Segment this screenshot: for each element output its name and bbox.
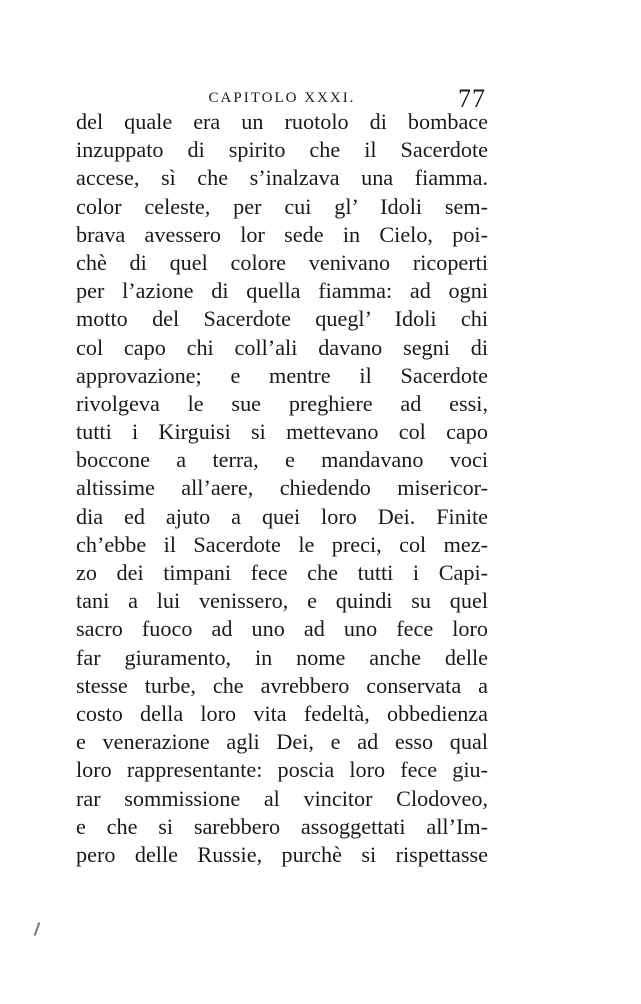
text-line: stesse turbe, che avrebbero conservata a — [76, 672, 488, 698]
text-line: sacro fuoco ad uno ad uno fece loro — [76, 616, 488, 642]
text-line: tani a lui venissero, e quindi su quel — [76, 588, 488, 614]
text-line: color celeste, per cui gl’ Idoli sem- — [76, 193, 488, 219]
text-line: del quale era un ruotolo di bombace — [76, 109, 488, 134]
text-line: rivolgeva le sue preghiere ad essi, — [76, 390, 488, 416]
text-line: costo della loro vita fedeltà, obbedienza — [76, 700, 488, 726]
text-line: pero delle Russie, purchè si rispettasse — [76, 841, 488, 867]
chapter-title: CAPITOLO XXXI. — [208, 90, 356, 106]
body-text — [76, 108, 488, 869]
text-line: rar sommissione al vincitor Clodoveo, — [76, 785, 488, 811]
text-line: approvazione; e mentre il Sacerdote — [76, 362, 488, 388]
stray-ink-mark — [34, 922, 41, 936]
text-line: accese, sì che s’inalzava una fiamma. — [76, 165, 488, 191]
text-line: ch’ebbe il Sacerdote le preci, col mez- — [76, 531, 488, 557]
text-line: motto del Sacerdote quegl’ Idoli chi — [76, 306, 488, 332]
text-line: inzuppato di spirito che il Sacerdote — [76, 137, 488, 163]
text-line: per l’azione di quella fiamma: ad ogni — [76, 278, 488, 304]
text-line: chè di quel colore venivano ricoperti — [76, 249, 488, 275]
text-line: e che si sarebbero assoggettati all’Im- — [76, 813, 488, 839]
text-line: e venerazione agli Dei, e ad esso qual — [76, 729, 488, 755]
text-line: altissime all’aere, chiedendo misericor- — [76, 475, 488, 501]
text-line: zo dei timpani fece che tutti i Capi- — [76, 560, 488, 585]
text-line: far giuramento, in nome anche delle — [76, 644, 488, 670]
page-number: 77 — [458, 84, 486, 113]
text-line: dia ed ajuto a quei loro Dei. Finite — [76, 503, 488, 529]
text-line: tutti i Kirguisi si mettevano col capo — [76, 419, 488, 445]
text-line: loro rappresentante: poscia loro fece giu- — [76, 757, 488, 783]
text-line: boccone a terra, e mandavano voci — [76, 447, 488, 473]
text-line: col capo chi coll’ali davano segni di — [76, 334, 488, 360]
text-line: brava avessero lor sede in Cielo, poi- — [76, 221, 488, 247]
